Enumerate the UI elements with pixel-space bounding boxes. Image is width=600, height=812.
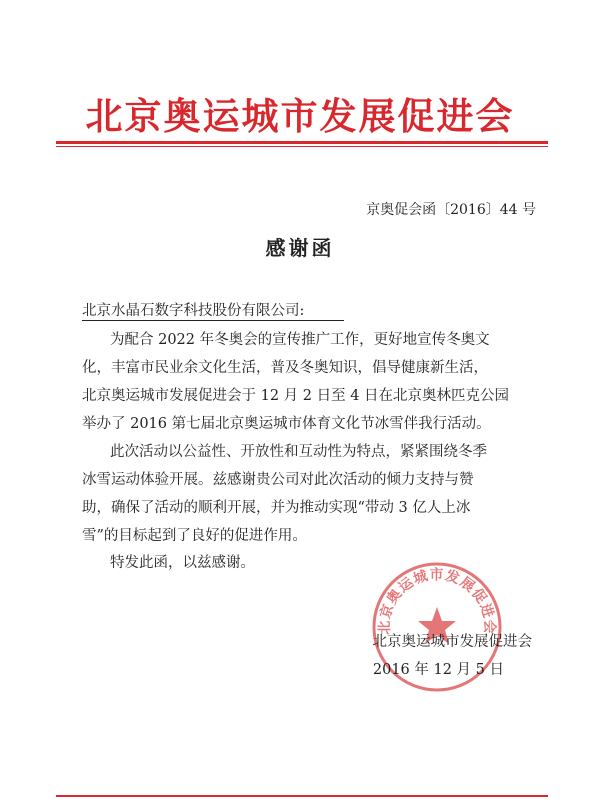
letterhead-rule-thick bbox=[56, 141, 548, 144]
addressee-underline bbox=[82, 320, 344, 321]
document-title: 感谢函 bbox=[265, 236, 335, 260]
footer-rule bbox=[56, 795, 548, 797]
signature-organization: 北京奥运城市发展促进会 bbox=[372, 634, 532, 650]
signature-date: 2016 年 12 月 5 日 bbox=[372, 662, 504, 678]
seal-text: 北京奥运城市发展促进会 bbox=[376, 567, 498, 635]
body-line: 为配合 2022 年冬奥会的宣传推广工作，更好地宣传冬奥文 bbox=[110, 332, 490, 348]
body-line: 冰雪运动体验开展。兹感谢贵公司对此次活动的倾力支持与赞 bbox=[82, 472, 474, 488]
body-line: 雪”的目标起到了良好的促进作用。 bbox=[82, 528, 307, 544]
body-line: 此次活动以公益性、开放性和互动性为特点，紧紧围绕冬季 bbox=[110, 444, 487, 460]
addressee: 北京水晶石数字科技股份有限公司: bbox=[82, 303, 305, 319]
body-line: 助，确保了活动的顺利开展，并为推动实现“带动 3 亿人上冰 bbox=[82, 500, 471, 516]
body-line: 举办了 2016 第七届北京奥运城市体育文化节冰雪伴我行活动。 bbox=[82, 416, 491, 432]
letterhead-rule-thin bbox=[56, 146, 548, 147]
document-number: 京奥促会函〔2016〕44 号 bbox=[366, 202, 536, 218]
closing-remark: 特发此函，以兹感谢。 bbox=[110, 555, 255, 571]
body-line: 化，丰富市民业余文化生活，普及冬奥知识，倡导健康新生活， bbox=[82, 360, 488, 376]
body-line: 北京奥运城市发展促进会于 12 月 2 日至 4 日在北京奥林匹克公园 bbox=[82, 388, 510, 404]
letterhead-title: 北京奥运城市发展促进会 bbox=[85, 95, 515, 138]
